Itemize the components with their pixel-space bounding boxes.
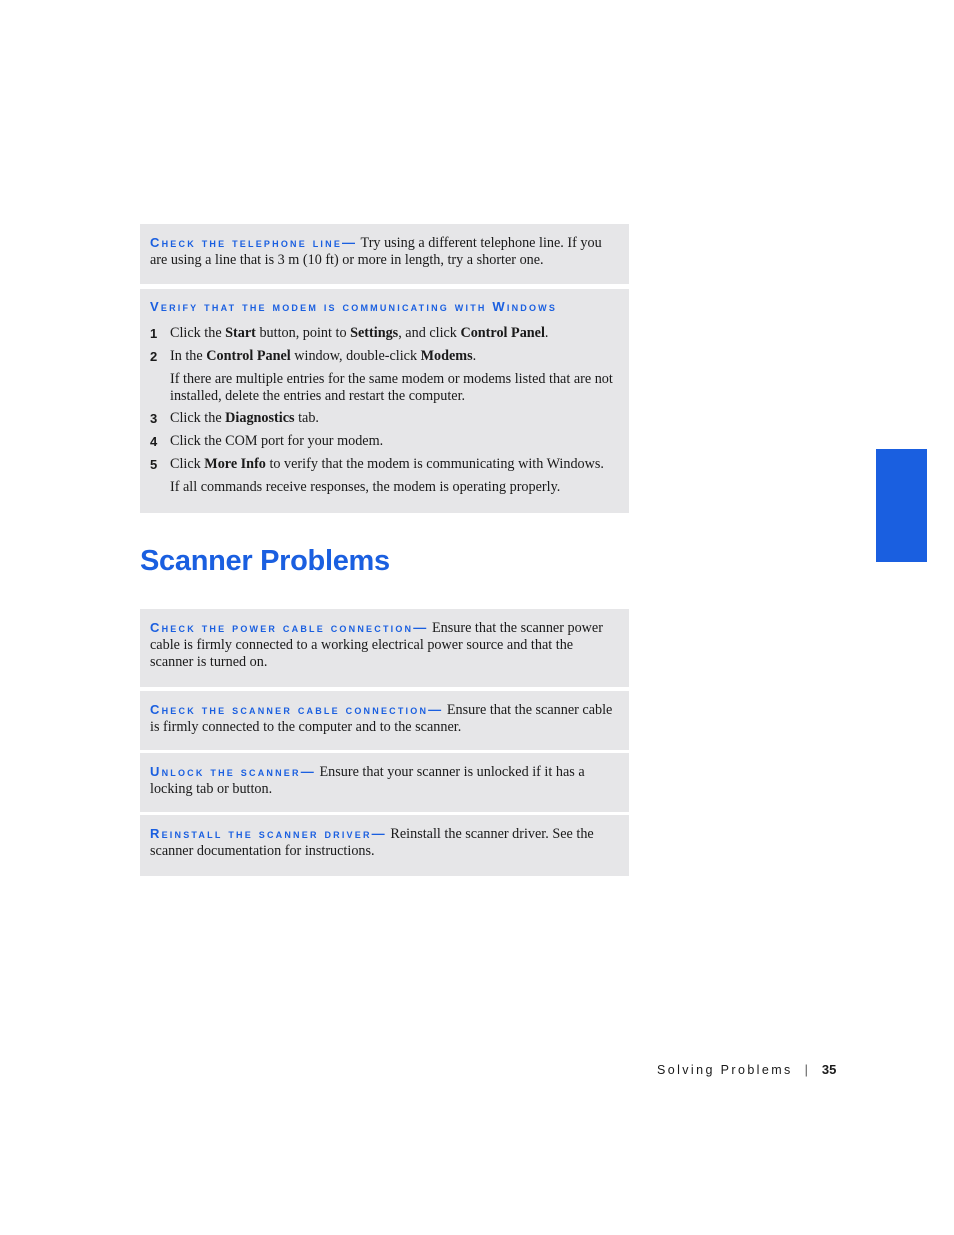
step-2 — [150, 348, 619, 365]
step-text: . — [544, 325, 549, 341]
ui-term: Modems — [420, 348, 473, 364]
step-text: Click the — [170, 410, 226, 426]
tip-heading: Check the telephone line— — [150, 235, 358, 250]
ui-term: Diagnostics — [225, 410, 295, 426]
step-text: Click — [170, 456, 205, 472]
tip-text: Ensure that the scanner power cable is firmly connected to a working electrical power source and that the scanner is turned on. — [150, 620, 603, 670]
step-text: to verify that the modem is communicating with Windows. — [265, 456, 604, 472]
step-note: If there are multiple entries for the same modem or modems listed that are not installed, delete the entries and restart the computer. — [170, 371, 613, 404]
step-5 — [150, 456, 619, 473]
step-number: 5 — [150, 457, 158, 472]
tip-heading: Check the scanner cable connection— — [150, 702, 444, 717]
step-text: , and click — [398, 325, 461, 341]
tip-heading: Unlock the scanner— — [150, 764, 316, 779]
steps-list — [150, 325, 619, 496]
tip-text: Ensure that your scanner is unlocked if it has a locking tab or button. — [150, 764, 585, 797]
page-footer — [657, 1062, 836, 1077]
tip-unlock-scanner — [140, 753, 629, 812]
step-number: 3 — [150, 411, 158, 426]
tip-reinstall-driver — [140, 815, 629, 876]
chapter-name: Solving Problems — [657, 1062, 793, 1077]
tip-heading: Reinstall the scanner driver— — [150, 826, 387, 841]
tip-verify-modem — [140, 289, 629, 513]
ui-term: Control Panel — [206, 348, 291, 364]
step-text: button, point to — [255, 325, 351, 341]
tip-heading: Check the power cable connection— — [150, 620, 429, 635]
step-4 — [150, 433, 619, 450]
chapter-tab — [876, 449, 927, 562]
step-text: tab. — [294, 410, 319, 426]
section-title: Scanner Problems — [140, 545, 390, 577]
step-1 — [150, 325, 619, 342]
footer-separator: | — [804, 1062, 808, 1077]
step-text: . — [472, 348, 477, 364]
ui-term: Settings — [350, 325, 399, 341]
step-text: Click the — [170, 325, 226, 341]
ui-term: Start — [225, 325, 256, 341]
step-text: window, double-click — [290, 348, 421, 364]
page-number: 35 — [821, 1062, 837, 1077]
step-note: If all commands receive responses, the modem is operating properly. — [170, 479, 561, 495]
tip-heading: Verify that the modem is communicating with Windows — [150, 299, 558, 314]
step-number: 2 — [150, 349, 158, 364]
tip-text: Try using a different telephone line. If you are using a line that is 3 m (10 ft) or more in length, try a shorter one. — [150, 235, 602, 268]
step-3 — [150, 410, 619, 427]
step-text: In the — [170, 348, 207, 364]
step-number: 1 — [150, 326, 158, 341]
tip-power-cable — [140, 609, 629, 687]
tip-telephone-line — [140, 224, 629, 284]
step-text: Click the COM port for your modem. — [170, 433, 384, 449]
ui-term: Control Panel — [460, 325, 545, 341]
step-number: 4 — [150, 434, 158, 449]
tip-text: Ensure that the scanner cable is firmly connected to the computer and to the scanner. — [150, 702, 613, 735]
ui-term: More Info — [204, 456, 266, 472]
tip-scanner-cable — [140, 691, 629, 750]
tip-text: Reinstall the scanner driver. See the scanner documentation for instructions. — [150, 826, 594, 859]
